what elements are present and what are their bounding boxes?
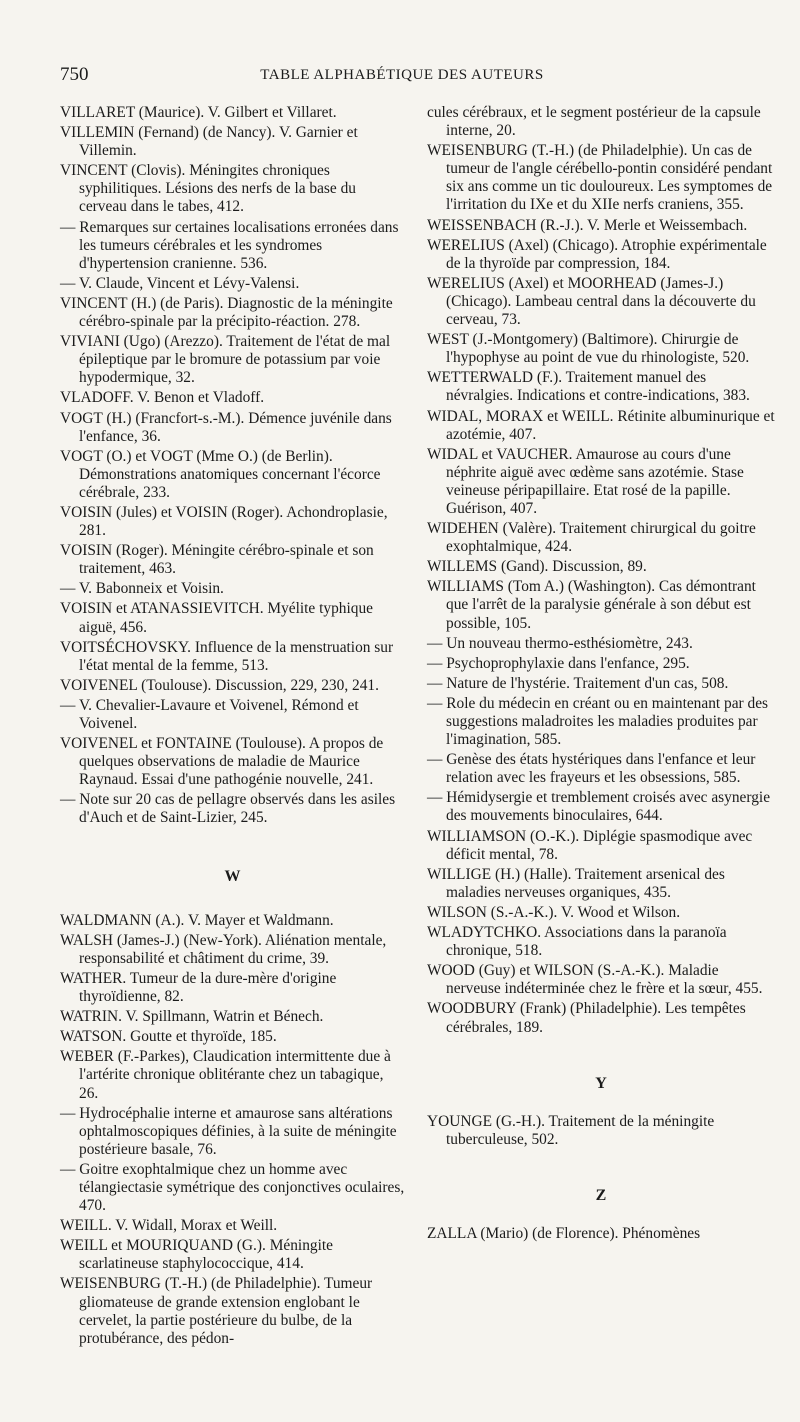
index-entry: YOUNGE (G.-H.). Traitement de la méningite tuberculeuse, 502. xyxy=(427,1112,715,1148)
index-entry: WILLIGE (H.) (Halle). Traitement arsenical des maladies nerveuses organiques, 435. xyxy=(427,865,725,901)
index-entry: — Nature de l'hystérie. Traitement d'un cas, 508. xyxy=(427,674,729,692)
index-entry: WALSH (James-J.) (New-York). Aliénation mentale, responsabilité et châtiment du crime, 39. xyxy=(60,931,387,967)
index-entry: VOITSÉCHOVSKY. Influence de la menstruation sur l'état mental de la femme, 513. xyxy=(60,638,394,674)
index-entry: WILLIAMS (Tom A.) (Washington). Cas démontrant que l'arrêt de la paralysie générale à son début est possible, 105. xyxy=(427,578,756,632)
index-entry: VINCENT (H.) (de Paris). Diagnostic de la méningite cérébro-spinale par la précipito-réaction. 278. xyxy=(60,294,393,331)
index-entry: WATHER. Tumeur de la dure-mère d'origine thyroïdienne, 82. xyxy=(60,969,337,1006)
index-entry: WIDEHEN (Valère). Traitement chirurgical du goitre exophtalmique, 424. xyxy=(427,520,756,556)
index-entry: WEISENBURG (T.-H.) (de Philadelphie). Tumeur gliomateuse de grande extension englobant le cervelet, la partie postérieure du bulbe, de la protubérance, des pédon- xyxy=(60,1275,373,1347)
index-entry: VILLEMIN (Fernand) (de Nancy). V. Garnier et Villemin. xyxy=(60,124,358,160)
index-entry: WETTERWALD (F.). Traitement manuel des névralgies. Indications et contre-indications, 383. xyxy=(427,369,750,405)
index-entry: — Goitre exophtalmique chez un homme avec télangiectasie symétrique des conjonctives oculaires, 470. xyxy=(60,1160,405,1215)
index-entry: VOISIN (Roger). Méningite cérébro-spinale et son traitement, 463. xyxy=(60,542,374,578)
index-entry: VLADOFF. V. Benon et Vladoff. xyxy=(60,389,265,407)
index-entry: WALDMANN (A.). V. Mayer et Waldmann. xyxy=(60,911,334,929)
index-entry: — Remarques sur certaines localisations erronées dans les tumeurs cérébrales et les syndromes d'hypertension cranienne. 536. xyxy=(60,218,399,272)
index-entry: WILLIAMSON (O.-K.). Diplégie spasmodique avec déficit mental, 78. xyxy=(427,827,753,863)
index-entry: — Genèse des états hystériques dans l'enfance et leur relation avec les frayeurs et les obsessions, 585. xyxy=(427,751,756,787)
index-entry: — Note sur 20 cas de pellagre observés dans les asiles d'Auch et de Saint-Lizier, 245. xyxy=(60,791,396,827)
index-entry: WERELIUS (Axel) et MOORHEAD (James-J.) (Chicago). Lambeau central dans la découverte du cerveau, 73. xyxy=(427,274,756,329)
index-entry: WATRIN. V. Spillmann, Watrin et Bénech. xyxy=(60,1008,324,1026)
index-entry: — Psychoprophylaxie dans l'enfance, 295. xyxy=(427,654,690,672)
running-title: TABLE ALPHABÉTIQUE DES AUTEURS xyxy=(260,67,544,83)
index-entry: — Role du médecin en créant ou en maintenant par des suggestions maladroites les maladies produites par l'imagination, 585. xyxy=(427,694,769,749)
left-column xyxy=(60,104,405,1350)
index-entry: VOISIN (Jules) et VOISIN (Roger). Achondroplasie, 281. xyxy=(60,503,388,540)
section-letter: Y xyxy=(595,1074,607,1092)
index-entry: — Un nouveau thermo-esthésiomètre, 243. xyxy=(427,634,693,652)
index-entry: — V. Babonneix et Voisin. xyxy=(60,580,224,598)
index-entry: WEST (J.-Montgomery) (Baltimore). Chirurgie de l'hypophyse au point de vue du rhinologiste, 520. xyxy=(427,331,750,367)
index-entry: WEILL. V. Widall, Morax et Weill. xyxy=(60,1217,278,1235)
index-entry: WERELIUS (Axel) (Chicago). Atrophie expérimentale de la thyroïde par compression, 184. xyxy=(427,236,767,272)
index-entry: WEISSENBACH (R.-J.). V. Merle et Weissembach. xyxy=(427,216,748,234)
index-entry: — Hydrocéphalie interne et amaurose sans altérations ophtalmoscopiques définies, à la suite de méningite postérieure basale, 76. xyxy=(60,1104,397,1158)
page-header xyxy=(60,64,744,86)
index-entry: VILLARET (Maurice). V. Gilbert et Villaret. xyxy=(60,104,337,121)
index-entry: VOGT (H.) (Francfort-s.-M.). Démence juvénile dans l'enfance, 36. xyxy=(60,409,392,445)
index-entry: WOODBURY (Frank) (Philadelphie). Les tempêtes cérébrales, 189. xyxy=(427,1000,746,1036)
index-entry: WATSON. Goutte et thyroïde, 185. xyxy=(60,1028,277,1046)
index-entry: — Hémidysergie et tremblement croisés avec asynergie des mouvements binoculaires, 644. xyxy=(427,789,771,825)
index-entry: VOIVENEL et FONTAINE (Toulouse). A propos de quelques observations de maladie de Maurice Raynaud. Essai d'une pathogénie nouvelle, 241. xyxy=(60,735,384,789)
right-column xyxy=(427,104,775,1245)
index-entry: cules cérébraux, et le segment postérieur de la capsule interne, 20. xyxy=(427,104,761,140)
index-entry: WOOD (Guy) et WILSON (S.-A.-K.). Maladie nerveuse indéterminée chez le frère et la sœur, 455. xyxy=(427,962,763,998)
index-entry: VIVIANI (Ugo) (Arezzo). Traitement de l'état de mal épileptique par le bromure de potassium par voie hypodermique, 32. xyxy=(60,333,391,387)
index-entry: ZALLA (Mario) (de Florence). Phénomènes xyxy=(427,1224,701,1242)
index-entry: WLADYTCHKO. Associations dans la paranoïa chronique, 518. xyxy=(427,924,727,960)
index-entry: VOIVENEL (Toulouse). Discussion, 229, 230, 241. xyxy=(60,676,379,694)
index-entry: WIDAL et VAUCHER. Amaurose au cours d'une néphrite aiguë avec œdème sans azotémie. Stase veineuse péripapillaire. Etat rosé de la papille. Guérison, 407. xyxy=(427,445,744,517)
index-entry: — V. Claude, Vincent et Lévy-Valensi. xyxy=(60,274,300,292)
index-entry: VOGT (O.) et VOGT (Mme O.) (de Berlin). Démonstrations anatomiques concernant l'écorce cérébrale, 233. xyxy=(60,447,381,501)
index-entry: WIDAL, MORAX et WEILL. Rétinite albuminurique et azotémie, 407. xyxy=(427,407,775,443)
index-entry: WEILL et MOURIQUAND (G.). Méningite scarlatineuse staphylococcique, 414. xyxy=(60,1237,333,1273)
index-entry: WEBER (F.-Parkes), Claudication intermittente due à l'artérite chronique oblitérante chez un tabagique, 26. xyxy=(60,1048,391,1102)
index-entry: VINCENT (Clovis). Méningites chroniques syphilitiques. Lésions des nerfs de la base du cerveau dans le tabes, 412. xyxy=(60,162,356,216)
page-number: 750 xyxy=(60,64,89,85)
index-entry: WILSON (S.-A.-K.). V. Wood et Wilson. xyxy=(427,903,681,921)
index-entry: WEISENBURG (T.-H.) (de Philadelphie). Un cas de tumeur de l'angle cérébello-pontin considéré pendant six ans comme un tic douloureux. Les symptomes de l'irritation du IXe et du XIIe nerfs craniens, 355. xyxy=(427,142,773,214)
index-entry: — V. Chevalier-Lavaure et Voivenel, Rémond et Voivenel. xyxy=(60,696,359,732)
index-entry: VOISIN et ATANASSIEVITCH. Myélite typhique aiguë, 456. xyxy=(60,600,373,636)
section-letter: W xyxy=(224,867,241,885)
section-letter: Z xyxy=(595,1186,607,1204)
index-entry: WILLEMS (Gand). Discussion, 89. xyxy=(427,558,647,576)
